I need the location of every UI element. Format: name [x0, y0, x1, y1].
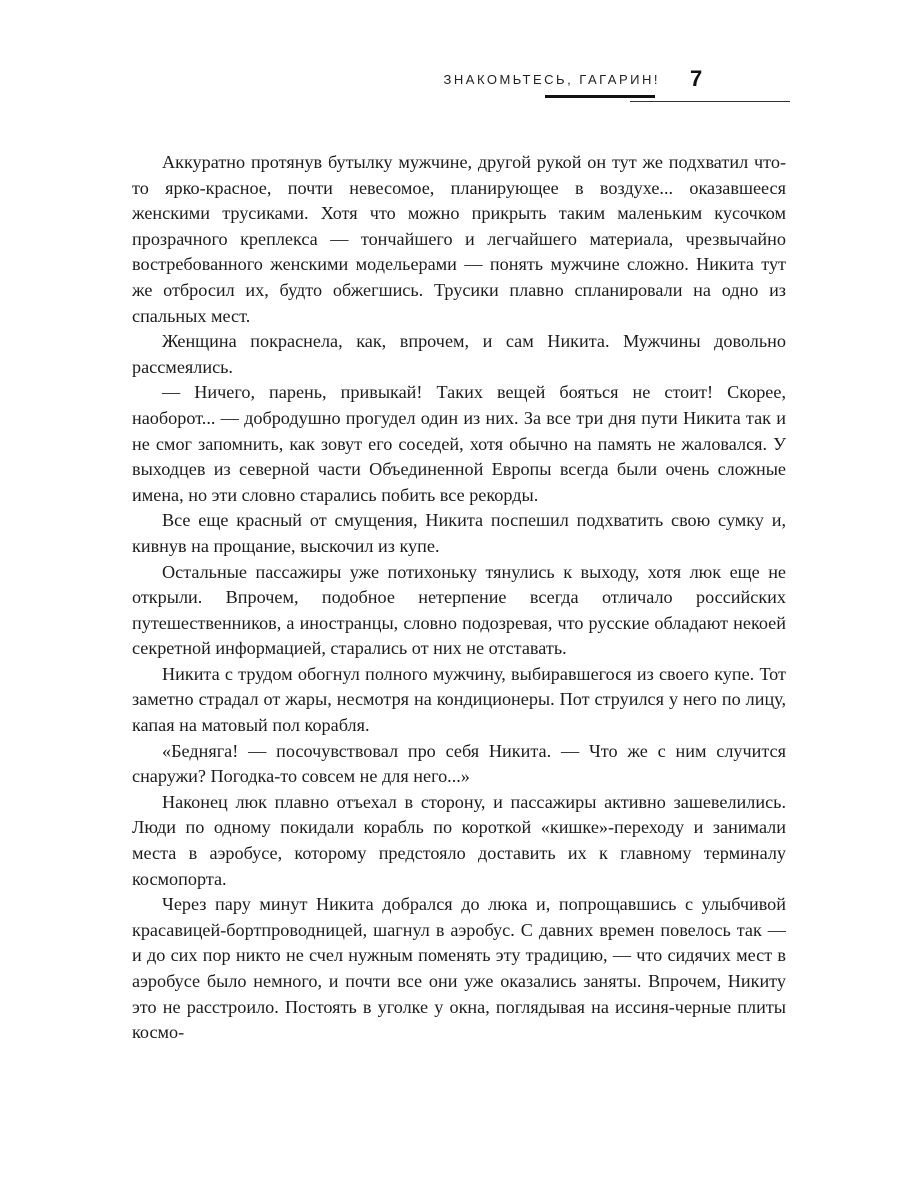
paragraph: Остальные пассажиры уже потихоньку тянулись к выходу, хотя люк еще не открыли. Впрочем, подобное нетерпение всегда отличало российских путешественников, а иностранцы, словно подозревая, что русские обладают некоей секретной информацией, старались от них не отставать. [132, 561, 786, 659]
paragraph: Через пару минут Никита добрался до люка и, попрощавшись с улыбчивой красавицей-бортпроводницей, шагнул в аэробус. С давних времен повелось так — и до сих пор никто не счел нужным поменять эту традицию, — что сидячих мест в аэробусе было немного, и почти все они уже оказались заняты. Впрочем, Никиту это не расстроило. Постоять в уголке у окна, поглядывая на иссиня-черные плиты космо- [132, 894, 786, 1043]
running-title: ЗНАКОМЬТЕСЬ, ГАГАРИН! [443, 72, 660, 87]
paragraph: Женщина покраснела, как, впрочем, и сам Никита. Мужчины довольно рассмеялись. [132, 331, 786, 377]
page-number: 7 [690, 66, 703, 91]
header-rule-thin [630, 101, 790, 102]
body-text [132, 150, 786, 1046]
paragraph: «Бедняга! — посочувствовал про себя Никита. — Что же с ним случится снаружи? Погодка-то совсем не для него...» [132, 740, 786, 787]
paragraph: Аккуратно протянув бутылку мужчине, другой рукой он тут же подхватил что-то ярко-красное, почти невесомое, планирующее в воздухе... оказавшееся женскими трусиками. Хотя что можно прикрыть таким маленьким кусочком прозрачного креплекса — тончайшего и легчайшего материала, чрезвычайно востребованного женскими модельерами — понять мужчине сложно. Никита тут же отбросил их, будто обжегшись. Трусики плавно спланировали на одно из спальных мест. [132, 152, 786, 326]
paragraph: — Ничего, парень, привыкай! Таких вещей бояться не стоит! Скорее, наоборот... — добродушно прогудел один из них. За все три дня пути Никита так и не смог запомнить, как зовут его соседей, хотя обычно на память не жаловался. У выходцев из северной части Объединенной Европы всегда были очень сложные имена, но эти словно старались побить все рекорды. [132, 382, 786, 505]
paragraph: Все еще красный от смущения, Никита поспешил подхватить свою сумку и, кивнув на прощание, выскочил из купе. [132, 510, 786, 556]
paragraph: Наконец люк плавно отъехал в сторону, и пассажиры активно зашевелились. Люди по одному покидали корабль по короткой «кишке»-переходу и занимали места в аэробусе, которому предстояло доставить их к главному терминалу космопорта. [132, 791, 786, 889]
header-rule-thick [545, 95, 655, 98]
page-header [440, 66, 790, 110]
paragraph: Никита с трудом обогнул полного мужчину, выбиравшегося из своего купе. Тот заметно страдал от жары, несмотря на кондиционеры. Пот струился у него по лицу, капая на матовый пол корабля. [132, 663, 786, 736]
